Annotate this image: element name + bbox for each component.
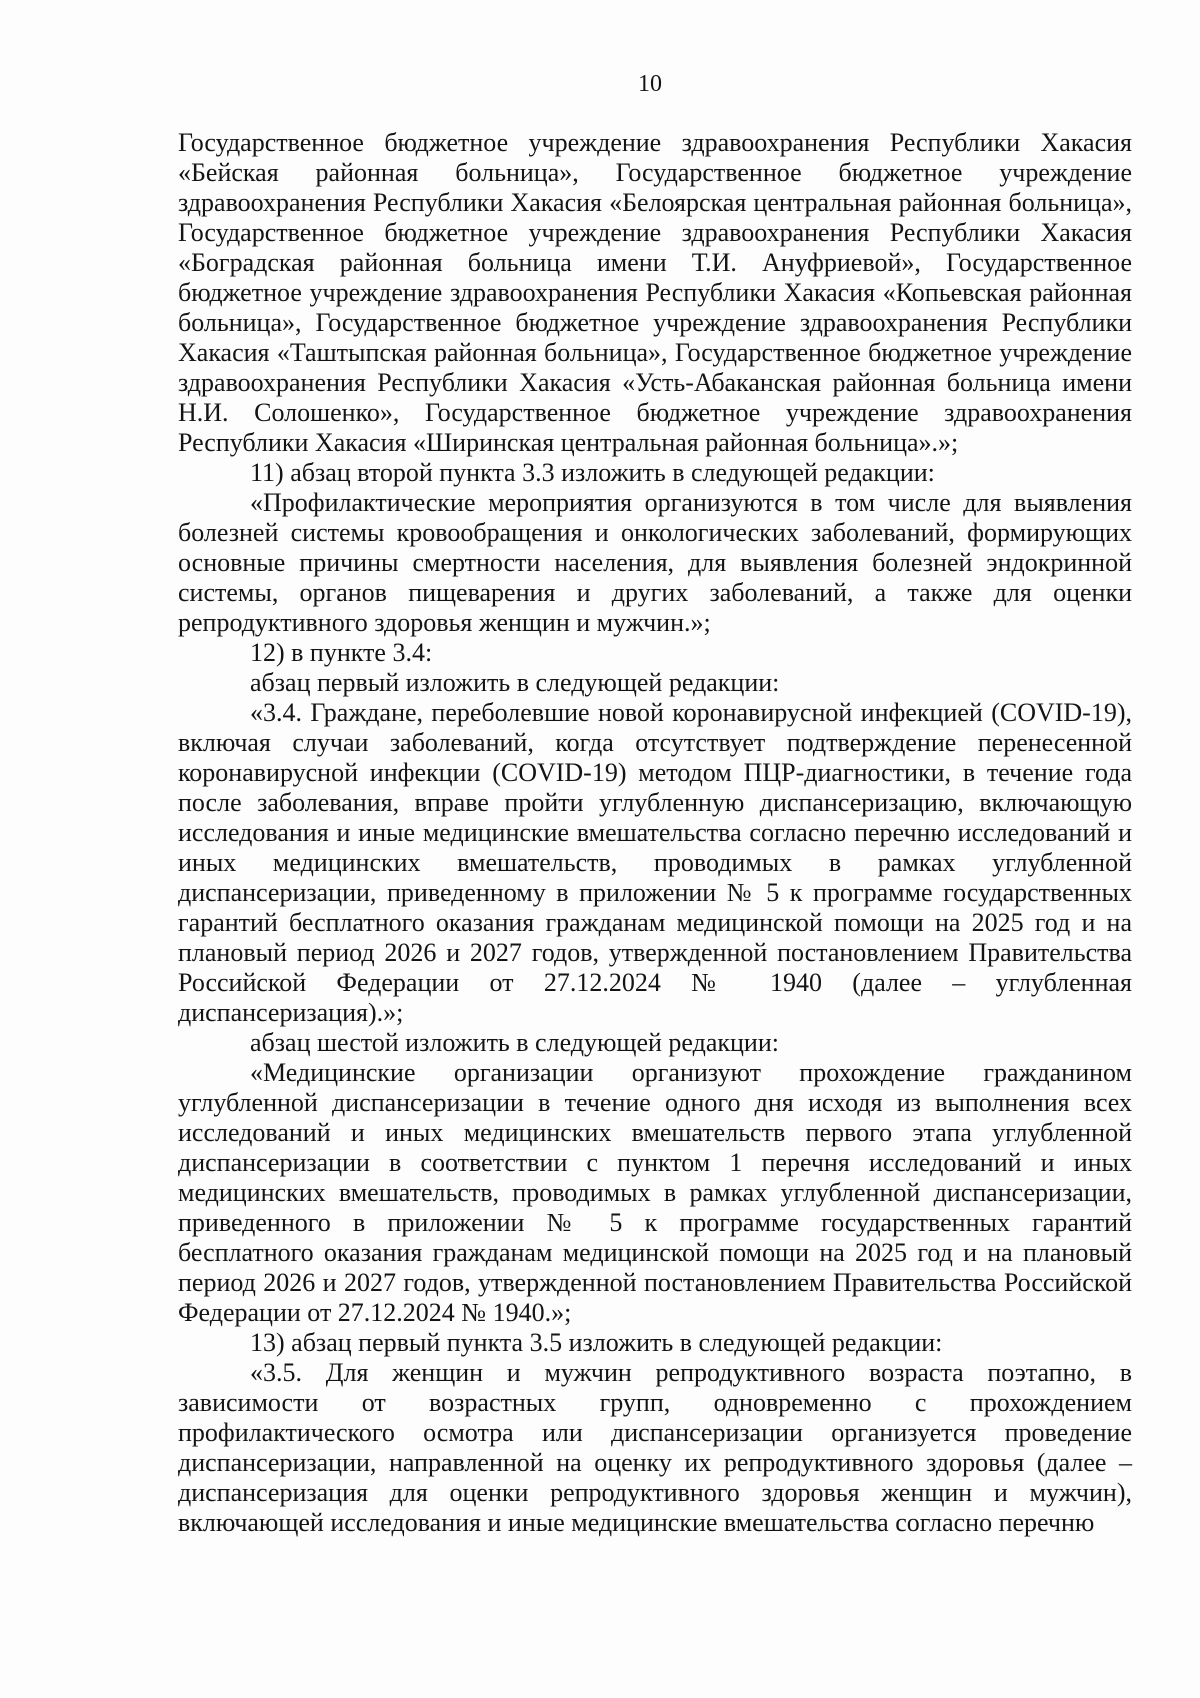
paragraph-clause-3-5: «3.5. Для женщин и мужчин репродуктивного возраста поэтапно, в зависимости от возрастных групп, одновременно с прохождением профилактического осмотра или диспансеризации организуется проведение диспансеризации, направленной на оценку их репродуктивного здоровья (далее – диспансеризация для оценки репродуктивного здоровья женщин и мужчин), включающей исследования и иные медицинские вмешательства согласно перечню <box>178 1358 1132 1537</box>
paragraph-hospital-list: Государственное бюджетное учреждение здравоохранения Республики Хакасия «Бейская районная больница», Государственное бюджетное учреждение здравоохранения Республики Хакасия «Белоярская центральная районная больница», Государственное бюджетное учреждение здравоохранения Республики Хакасия «Боградская районная больница имени Т.И. Ануфриевой», Государственное бюджетное учреждение здравоохранения Республики Хакасия «Копьевская районная больница», Государственное бюджетное учреждение здравоохранения Республики Хакасия «Таштыпская районная больница», Государственное бюджетное учреждение здравоохранения Республики Хакасия «Усть-Абаканская районная больница имени Н.И. Солошенко», Государственное бюджетное учреждение здравоохранения Республики Хакасия «Ширинская центральная районная больница».»; <box>178 128 1132 457</box>
paragraph-first-abzac: абзац первый изложить в следующей редакции: <box>250 668 780 697</box>
paragraph-item-11: 11) абзац второй пункта 3.3 изложить в следующей редакции: <box>250 458 935 487</box>
paragraph-medical-organizations: «Медицинские организации организуют прохождение гражданином углубленной диспансеризации в течение одного дня исходя из выполнения всех исследований и иных медицинских вмешательств первого этапа углубленной диспансеризации в соответствии с пунктом 1 перечня исследований и иных медицинских вмешательств, проводимых в рамках углубленной диспансеризации, приведенного в приложении № 5 к программе государственных гарантий бесплатного оказания гражданам медицинской помощи на 2025 год и на плановый период 2026 и 2027 годов, утвержденной постановлением Правительства Российской Федерации от 27.12.2024 № 1940.»; <box>178 1058 1132 1327</box>
document-body <box>178 128 1132 1538</box>
paragraph-item-12: 12) в пункте 3.4: <box>250 638 433 667</box>
paragraph-sixth-abzac: абзац шестой изложить в следующей редакции: <box>250 1028 779 1057</box>
paragraph-clause-3-4: «3.4. Граждане, переболевшие новой коронавирусной инфекцией (COVID-19), включая случаи заболеваний, когда отсутствует подтверждение перенесенной коронавирусной инфекции (COVID-19) методом ПЦР-диагностики, в течение года после заболевания, вправе пройти углубленную диспансеризацию, включающую исследования и иные медицинские вмешательства согласно перечню исследований и иных медицинских вмешательств, проводимых в рамках углубленной диспансеризации, приведенному в приложении № 5 к программе государственных гарантий бесплатного оказания гражданам медицинской помощи на 2025 год и на плановый период 2026 и 2027 годов, утвержденной постановлением Правительства Российской Федерации от 27.12.2024 № 1940 (далее – углубленная диспансеризация).»; <box>178 698 1132 1027</box>
paragraph-item-13: 13) абзац первый пункта 3.5 изложить в следующей редакции: <box>250 1328 943 1357</box>
page-number: 10 <box>638 71 662 97</box>
paragraph-prevention-measures: «Профилактические мероприятия организуются в том числе для выявления болезней системы кровообращения и онкологических заболеваний, формирующих основные причины смертности населения, для выявления болезней эндокринной системы, органов пищеварения и других заболеваний, а также для оценки репродуктивного здоровья женщин и мужчин.»; <box>178 488 1132 637</box>
